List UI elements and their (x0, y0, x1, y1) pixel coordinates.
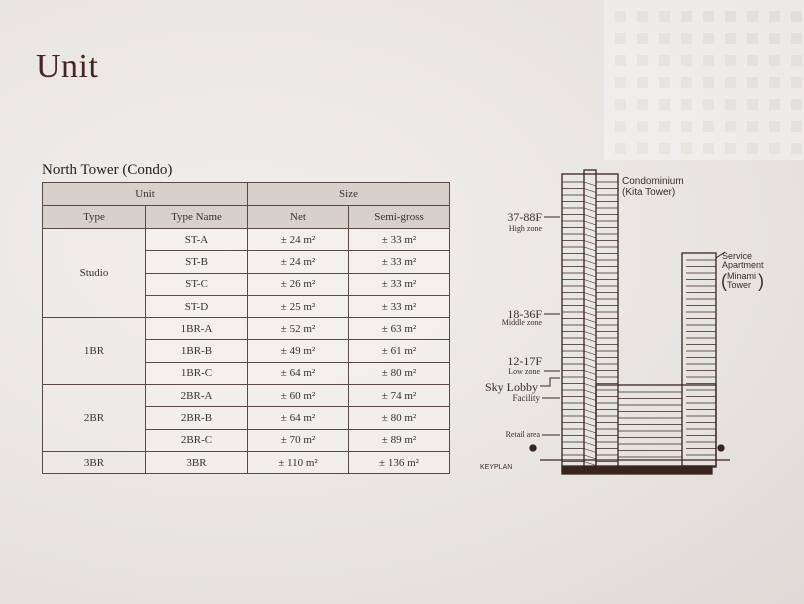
stair-line (584, 449, 596, 453)
type-name: ST-D (146, 295, 248, 317)
foundation (562, 466, 712, 474)
page-title: Unit (36, 48, 99, 85)
facility: Facility (512, 393, 540, 403)
service-sublabel-2: Tower (727, 280, 752, 290)
unit-type: 3BR (43, 451, 146, 473)
type-name: 2BR-B (146, 407, 248, 429)
stair-line (584, 195, 596, 199)
stair-line (584, 325, 596, 329)
stair-line (584, 319, 596, 323)
table-caption: North Tower (Condo) (42, 162, 173, 178)
service-sublabel-1: Minami (727, 271, 757, 281)
semi-gross-size: ± 136 m² (349, 451, 450, 473)
stair-line (584, 208, 596, 212)
table-row (43, 385, 450, 407)
stair-line (584, 436, 596, 440)
net-size: ± 25 m² (248, 295, 349, 317)
semi-gross-size: ± 33 m² (349, 251, 450, 273)
stair-line (584, 403, 596, 407)
stair-line (584, 384, 596, 388)
semi-gross-size: ± 33 m² (349, 295, 450, 317)
header-type-name: Type Name (146, 206, 248, 229)
keyplan-label: KEYPLAN (480, 464, 513, 471)
type-name: 3BR (146, 451, 248, 473)
stair-line (584, 338, 596, 342)
stair-line (584, 462, 596, 466)
semi-gross-size: ± 63 m² (349, 318, 450, 340)
low-zone: Low zone (508, 367, 540, 376)
stair-line (584, 254, 596, 258)
stair-line (584, 273, 596, 277)
stair-line (584, 260, 596, 264)
paren-left: ( (721, 271, 727, 291)
condo-sublabel: (Kita Tower) (622, 187, 676, 198)
service-label: Service (722, 251, 753, 261)
net-size: ± 110 m² (248, 451, 349, 473)
stair-line (584, 241, 596, 245)
type-name: ST-B (146, 251, 248, 273)
stair-line (584, 455, 596, 459)
stair-line (584, 228, 596, 232)
stair-line (584, 312, 596, 316)
stair-line (584, 189, 596, 193)
stair-line (584, 390, 596, 394)
type-name: 1BR-C (146, 362, 248, 384)
stair-line (584, 377, 596, 381)
north-tower-outline (562, 174, 618, 472)
decorative-squares (604, 0, 804, 160)
table-row (43, 318, 450, 340)
stair-line (584, 371, 596, 375)
header-unit: Unit (43, 183, 248, 206)
net-size: ± 52 m² (248, 318, 349, 340)
semi-gross-size: ± 89 m² (349, 429, 450, 451)
unit-type: Studio (43, 229, 146, 318)
semi-gross-size: ± 33 m² (349, 229, 450, 251)
stair-line (584, 351, 596, 355)
unit-size-table (42, 182, 450, 474)
table-row (43, 451, 450, 473)
stair-line (584, 267, 596, 271)
unit-type: 2BR (43, 385, 146, 452)
table-row (43, 229, 450, 251)
stair-line (584, 410, 596, 414)
semi-gross-size: ± 61 m² (349, 340, 450, 362)
header-semi-gross: Semi-gross (349, 206, 450, 229)
semi-gross-size: ± 80 m² (349, 362, 450, 384)
stair-line (584, 221, 596, 225)
stair-line (584, 416, 596, 420)
semi-gross-size: ± 33 m² (349, 273, 450, 295)
paren-right: ) (758, 271, 764, 291)
stair-line (584, 442, 596, 446)
tree-icon (530, 445, 536, 451)
header-net: Net (248, 206, 349, 229)
type-name: 1BR-B (146, 340, 248, 362)
condo-label: Condominium (622, 176, 684, 187)
stair-line (584, 286, 596, 290)
stair-line (584, 429, 596, 433)
stair-line (584, 332, 596, 336)
net-size: ± 60 m² (248, 385, 349, 407)
type-name: 1BR-A (146, 318, 248, 340)
sky-lobby: Sky Lobby (484, 380, 538, 394)
stair-line (584, 345, 596, 349)
high-zone: High zone (508, 224, 542, 233)
stair-line (584, 293, 596, 297)
unit-type: 1BR (43, 318, 146, 385)
header-type: Type (43, 206, 146, 229)
stair-line (584, 423, 596, 427)
stair-line (584, 397, 596, 401)
stair-line (584, 364, 596, 368)
service-label-2: Apartment (722, 260, 764, 270)
stair-line (584, 306, 596, 310)
mid-zone: Middle zone (501, 318, 542, 327)
stair-line (584, 247, 596, 251)
south-tower-outline (682, 253, 716, 466)
net-size: ± 24 m² (248, 251, 349, 273)
stair-line (584, 280, 596, 284)
stair-line (584, 202, 596, 206)
tree-icon (718, 445, 724, 451)
net-size: ± 49 m² (248, 340, 349, 362)
type-name: ST-A (146, 229, 248, 251)
stair-line (584, 215, 596, 219)
stair-line (584, 299, 596, 303)
header-size: Size (248, 183, 450, 206)
type-name: ST-C (146, 273, 248, 295)
high-floor: 37-88F (507, 210, 542, 224)
stair-line (584, 234, 596, 238)
stair-line (584, 182, 596, 186)
low-floor: 12-17F (507, 354, 542, 368)
net-size: ± 64 m² (248, 362, 349, 384)
type-name: 2BR-A (146, 385, 248, 407)
keyplan-diagram (470, 160, 790, 490)
net-size: ± 70 m² (248, 429, 349, 451)
net-size: ± 24 m² (248, 229, 349, 251)
semi-gross-size: ± 80 m² (349, 407, 450, 429)
mid-floor: 18-36F (507, 307, 542, 321)
net-size: ± 26 m² (248, 273, 349, 295)
semi-gross-size: ± 74 m² (349, 385, 450, 407)
retail-area: Retail area (505, 430, 540, 439)
stair-line (584, 358, 596, 362)
net-size: ± 64 m² (248, 407, 349, 429)
type-name: 2BR-C (146, 429, 248, 451)
